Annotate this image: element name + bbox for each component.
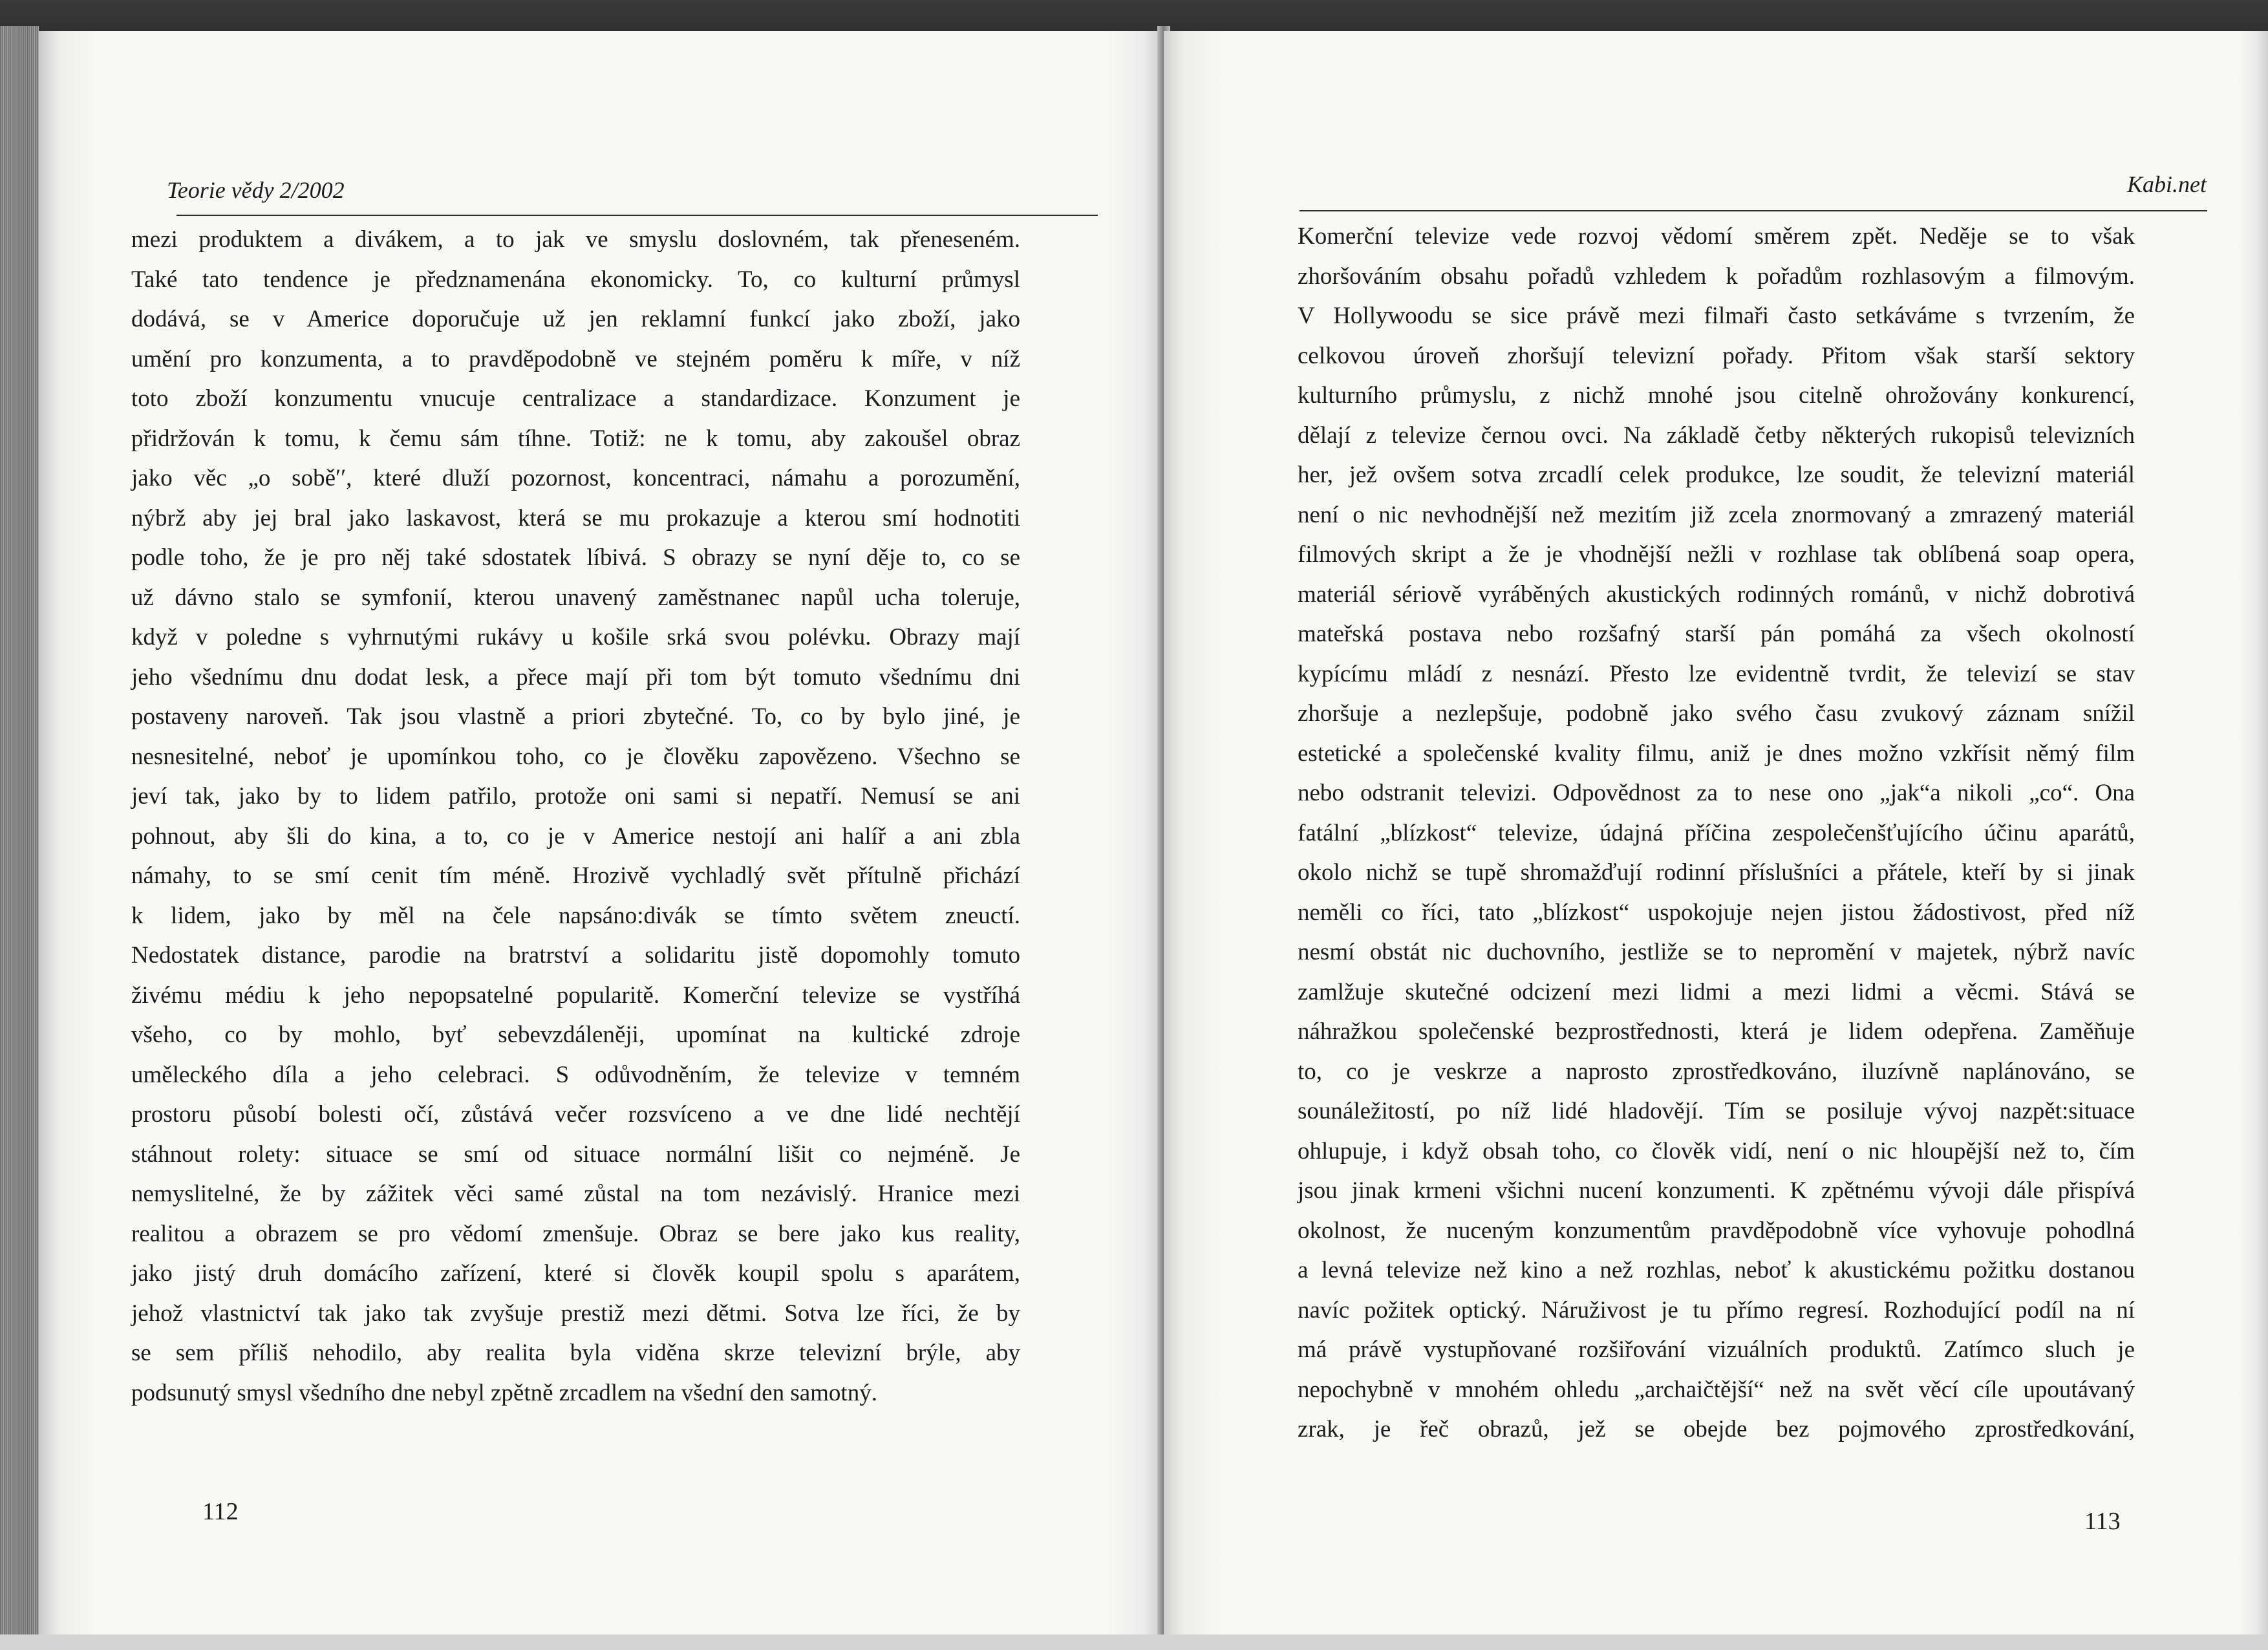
text-line: mezi produktem a divákem, a to jak ve smyslu doslovném, tak přeneseném.	[131, 226, 1020, 253]
text-line: k lidem, jako by měl na čele napsáno:divák se tímto světem zneuctí.	[131, 902, 1020, 929]
text-line: zhoršováním obsahu pořadů vzhledem k pořadům rozhlasovým a filmovým.	[1298, 262, 2135, 290]
text-line: a levná televize než kino a než rozhlas, neboť k akustickému požitku dostanou	[1298, 1257, 2135, 1283]
text-line: jeví tak, jako by to lidem patřilo, protože oni sami si nepatří. Nemusí se ani	[131, 783, 1020, 809]
text-line: má právě vystupňované rozšiřování vizuálních produktů. Zatímco sluch je	[1298, 1336, 2135, 1363]
text-line: fatální „blízkost“ televize, údajná příčina zespolečenšťujícího účinu aparátů,	[1298, 819, 2135, 846]
text-line: jehož vlastnictví tak jako tak zvyšuje prestiž mezi dětmi. Sotva lze říci, že by	[131, 1300, 1020, 1327]
text-line: se sem příliš nehodilo, aby realita byla viděna skrze televizní brýle, aby	[131, 1340, 1020, 1366]
text-line: kypícímu mládí z nesnází. Přesto lze evidentně tvrdit, že televizí se stav	[1298, 660, 2135, 687]
page-number-left: 112	[202, 1498, 239, 1525]
text-line: Také tato tendence je předznamenána ekonomicky. To, co kulturní průmysl	[131, 266, 1020, 293]
text-line: už dávno stalo se symfonií, kterou unavený zaměstnanec napůl ucha toleruje,	[131, 584, 1020, 611]
left-page	[39, 31, 1161, 1638]
text-line: nesnesitelné, neboť je upomínkou toho, co je člověku zapovězeno. Všechno se	[131, 743, 1020, 770]
text-line: jsou jinak krmeni všichni nucení konzumenti. K zpětnému vývoji dále přispívá	[1298, 1177, 2135, 1204]
text-line: podsunutý smysl všedního dne nebyl zpětně zrcadlem na všední den samotný.	[131, 1379, 877, 1406]
text-line: dělají z televize černou ovci. Na základě četby některých rukopisů televizních	[1298, 422, 2135, 449]
text-line: zhoršuje a nezlepšuje, podobně jako svého času zvukový záznam snížil	[1298, 700, 2135, 727]
header-rule-left	[177, 215, 1098, 216]
text-line: Komerční televize vede rozvoj vědomí směrem zpět. Neděje se to však	[1298, 223, 2135, 250]
text-line: kulturního průmyslu, z nichž mnohé jsou citelně ohrožovány konkurencí,	[1298, 382, 2135, 409]
text-line: všeho, co by mohlo, byť sebevzdáleněji, upomínat na kultické zdroje	[131, 1022, 1020, 1048]
text-line: jeho všednímu dnu dodat lesk, a přece mají při tom být tomuto všednímu dni	[131, 663, 1020, 691]
text-line: zamlžuje skutečné odcizení mezi lidmi a mezi lidmi a věcmi. Stává se	[1298, 978, 2135, 1005]
text-line: navíc požitek optický. Náruživost je tu přímo regresí. Rozhodující podíl na ní	[1298, 1296, 2135, 1323]
text-line: pohnout, aby šli do kina, a to, co je v Americe nestojí ani halíř a ani zbla	[131, 822, 1020, 850]
text-line: to, co je veskrze a naprosto zprostředkováno, iluzívně naplánováno, se	[1298, 1058, 2135, 1085]
text-line: materiál sériově vyráběných akustických rodinných románů, v nichž dobrotivá	[1298, 581, 2135, 608]
text-line: sounáležitostí, po níž lidé hladovějí. Tím se posiluje vývoj nazpět:situace	[1298, 1098, 2135, 1124]
text-line: mateřská postava nebo rozšafný starší pán pomáhá za všech okolností	[1298, 621, 2135, 647]
text-line: postaveny naroveň. Tak jsou vlastně a priori zbytečné. To, co by bylo jiné, je	[131, 703, 1020, 730]
right-page	[1164, 31, 2268, 1641]
text-line: jako jistý druh domácího zařízení, které si člověk koupil spolu s aparátem,	[131, 1260, 1020, 1287]
right-page-text	[1298, 217, 2135, 1450]
running-head-right: Kabi.net	[2127, 171, 2207, 197]
text-line: nemyslitelné, že by zážitek věci samé zůstal na tom nezávislý. Hranice mezi	[131, 1181, 1020, 1207]
text-line: stáhnout rolety: situace se smí od situace normální lišit co nejméně. Je	[131, 1141, 1020, 1168]
text-line: nesmí obstát nic duchovního, jestliže se to nepromění v majetek, nýbrž navíc	[1298, 939, 2135, 965]
text-line: filmových skript a že je vhodnější nežli v rozhlase tak oblíbená soap opera,	[1298, 541, 2135, 568]
text-line: přidržován k tomu, k čemu sám tíhne. Totiž: ne k tomu, aby zakoušel obraz	[131, 425, 1020, 452]
page-number-right: 113	[2084, 1508, 2121, 1535]
text-line: neměli co říci, tato „blízkost“ uspokojuje nejen jistou žádostivost, před níž	[1298, 899, 2135, 926]
text-line: živému médiu k jeho nepopsatelné popularitě. Komerční televize se vystříhá	[131, 981, 1020, 1009]
text-line: her, jež ovšem sotva zrcadlí celek produkce, lze soudit, že televizní materiál	[1298, 462, 2135, 488]
text-line: celkovou úroveň zhoršují televizní pořady. Přitom však starší sektory	[1298, 342, 2135, 369]
text-line: nepochybně v mnohém ohledu „archaičtější“ než na svět věcí cíle upoutávaný	[1298, 1376, 2135, 1403]
left-page-text	[131, 220, 1020, 1413]
text-line: zrak, je řeč obrazů, jež se obejde bez pojmového zprostředkování,	[1298, 1416, 2135, 1442]
text-line: nebo odstranit televizi. Odpovědnost za to nese ono „jak“a nikoli „co“. Ona	[1298, 780, 2135, 806]
text-line: námahy, to se smí cenit tím méně. Hrozivě vychladlý svět přítulně přichází	[131, 862, 1020, 889]
text-line: realitou a obrazem se pro vědomí zmenšuje. Obraz se bere jako kus reality,	[131, 1220, 1020, 1247]
text-line: podle toho, že je pro něj také sdostatek líbivá. S obrazy se nyní děje to, co se	[131, 544, 1020, 571]
running-head-left: Teorie vědy 2/2002	[167, 177, 345, 203]
scan-bottom-edge	[0, 1634, 2268, 1650]
text-line: estetické a společenské kvality filmu, aniž je dnes možno vzkřísit němý film	[1298, 740, 2135, 767]
text-line: V Hollywoodu se sice právě mezi filmaři často setkáváme s tvrzením, že	[1298, 303, 2135, 329]
text-line: Nedostatek distance, parodie na bratrství a solidaritu jistě dopomohly tomuto	[131, 942, 1020, 969]
text-line: náhražkou společenské bezprostřednosti, která je lidem odepřena. Zaměňuje	[1298, 1018, 2135, 1045]
text-line: okolo nichž se tupě shromažďují rodinní příslušníci a přátele, kteří by si jinak	[1298, 859, 2135, 886]
text-line: nýbrž aby jej bral jako laskavost, která se mu prokazuje a kterou smí hodnotiti	[131, 504, 1020, 531]
text-line: okolnost, že nuceným konzumentům pravděpodobně více vyhovuje pohodlná	[1298, 1217, 2135, 1244]
header-rule-right	[1300, 210, 2207, 211]
text-line: ohlupuje, i když obsah toho, co člověk vidí, není o nic hloupější než to, čím	[1298, 1137, 2135, 1164]
text-line: jako věc „o sobě′′, které dluží pozornost, koncentraci, námahu a porozumění,	[131, 465, 1020, 491]
text-line: není o nic nevhodnější než mezitím již zcela znormovaný a zmrazený materiál	[1298, 501, 2135, 528]
text-line: prostoru působí bolesti očí, zůstává večer rozsvíceno a ve dne lidé nechtějí	[131, 1101, 1020, 1128]
text-line: když v poledne s vyhrnutými rukávy u košile srká svou polévku. Obrazy mají	[131, 624, 1020, 650]
text-line: dodává, se v Americe doporučuje už jen reklamní funkcí jako zboží, jako	[131, 306, 1020, 332]
text-line: umění pro konzumenta, a to pravděpodobně ve stejném poměru k míře, v níž	[131, 345, 1020, 372]
text-line: toto zboží konzumentu vnucuje centralizace a standardizace. Konzument je	[131, 385, 1020, 412]
text-line: uměleckého díla a jeho celebraci. S odůvodněním, že televize v temném	[131, 1061, 1020, 1088]
book-page-edges	[0, 26, 39, 1642]
